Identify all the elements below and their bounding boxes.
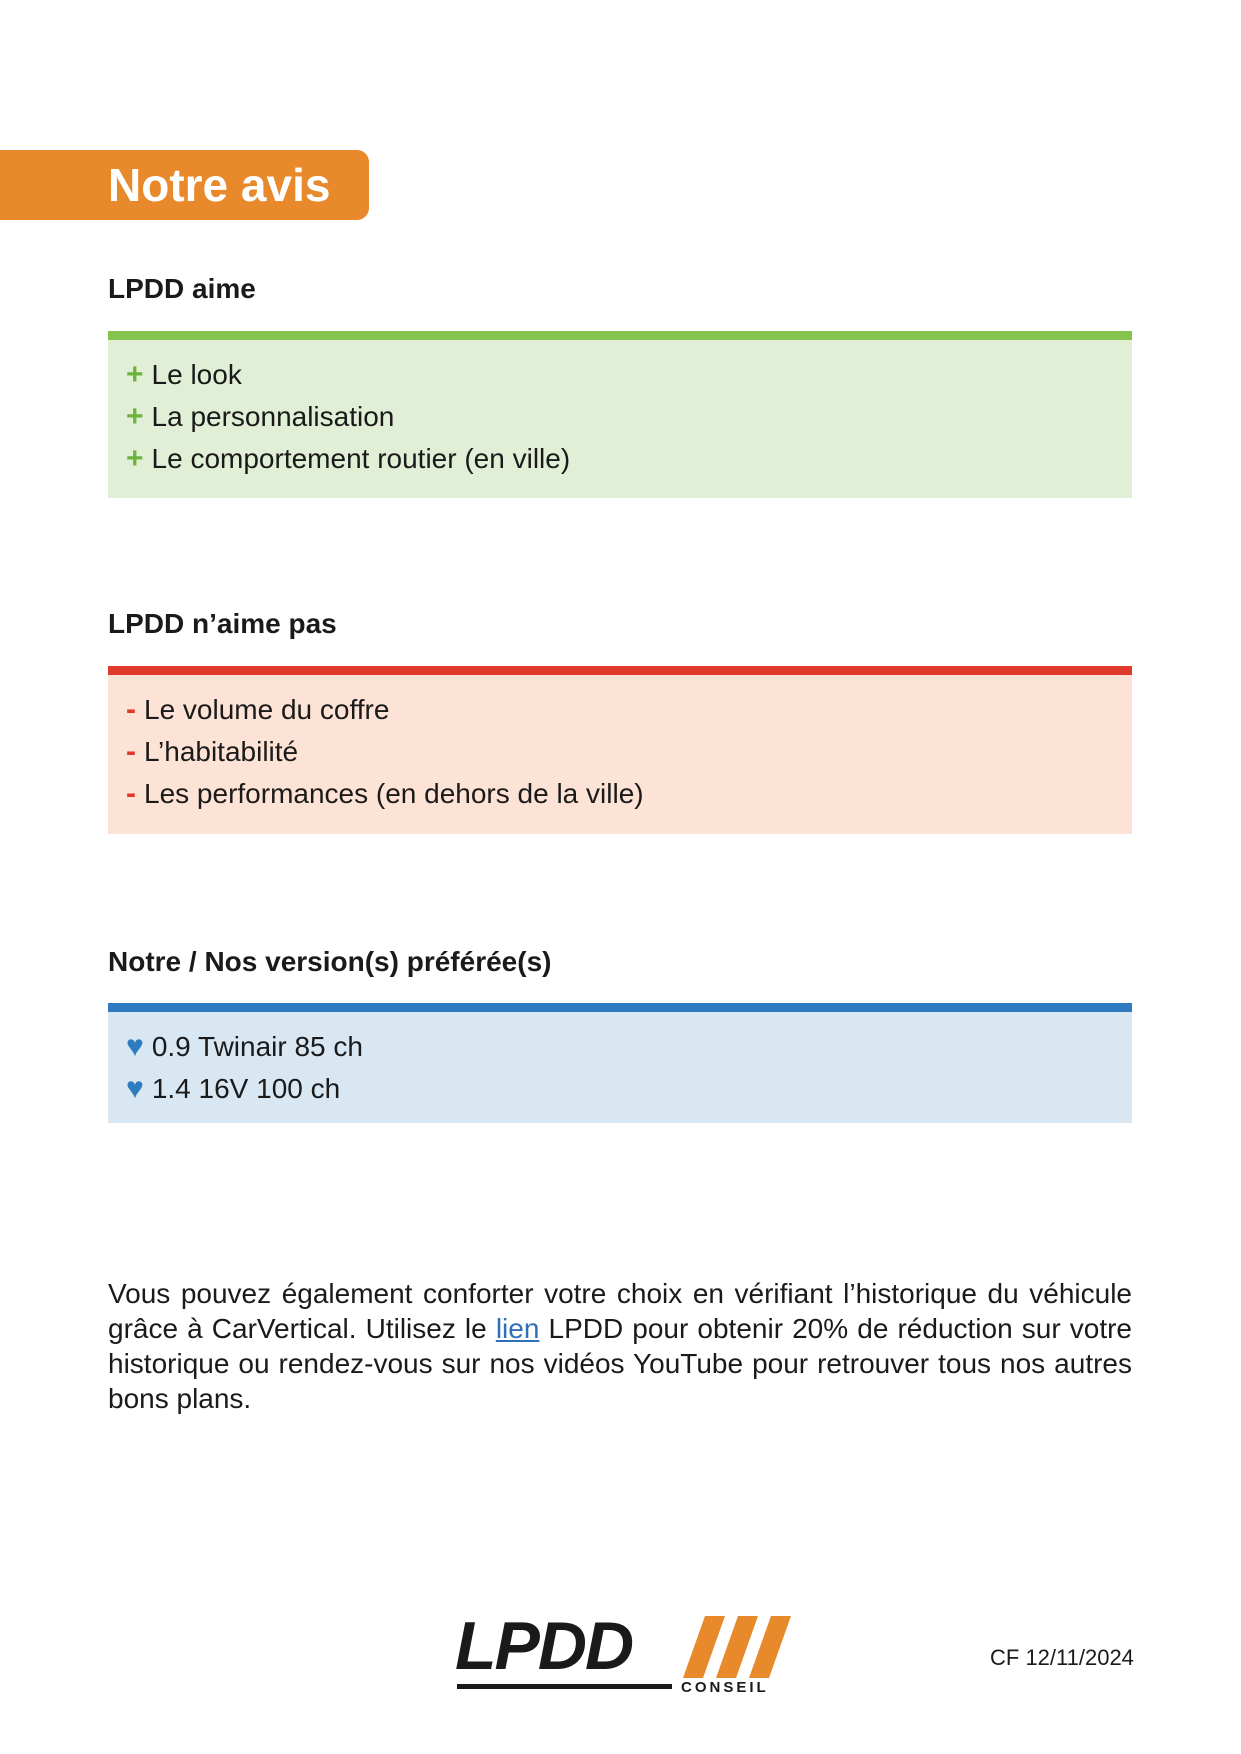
preferred-heading: Notre / Nos version(s) préférée(s) — [108, 946, 552, 977]
page-title-tab — [0, 150, 369, 220]
footer-date: CF 12/11/2024 — [990, 1645, 1134, 1670]
heart-icon: ♥ — [126, 1030, 144, 1063]
list-item — [108, 354, 1132, 396]
list-item-text: Le volume du coffre — [144, 694, 390, 725]
logo-subtitle: CONSEIL — [681, 1679, 769, 1696]
list-item-text: 0.9 Twinair 85 ch — [151, 1031, 363, 1062]
plus-icon: + — [126, 400, 144, 433]
list-item — [108, 689, 1132, 731]
list-item — [108, 731, 1132, 773]
list-item — [108, 1068, 1132, 1110]
list-item-text: 1.4 16V 100 ch — [151, 1073, 341, 1104]
heart-icon: ♥ — [126, 1072, 144, 1105]
dislikes-box — [108, 666, 1132, 834]
list-item — [108, 396, 1132, 438]
minus-icon: - — [126, 735, 136, 768]
list-item — [108, 1026, 1132, 1068]
page-title: Notre avis — [108, 159, 331, 211]
list-item-text: La personnalisation — [151, 401, 395, 432]
plus-icon: + — [126, 442, 144, 475]
paragraph-text-start: Vous pouvez également conforter votre choix en vérifiant l’historique du véhicule grâce à CarVertical. Utilisez le — [108, 1278, 1132, 1344]
list-item-text: Les performances (en dehors de la ville) — [144, 778, 644, 809]
plus-icon: + — [126, 358, 144, 391]
lpdd-logo — [455, 1608, 790, 1696]
list-item-text: Le look — [151, 359, 242, 390]
list-item-text: Le comportement routier (en ville) — [151, 443, 571, 474]
paragraph-text-end: LPDD pour obtenir 20% de réduction sur votre historique ou rendez-vous sur nos vidéos YouTube pour retrouver tous nos autres bons plans. — [108, 1313, 1132, 1414]
likes-heading: LPDD aime — [108, 273, 256, 304]
carvertical-link[interactable]: lien — [495, 1313, 540, 1344]
list-item — [108, 773, 1132, 815]
list-item-text: L’habitabilité — [144, 736, 299, 767]
list-item — [108, 438, 1132, 480]
logo-wordmark: LPDD — [455, 1608, 633, 1684]
likes-box — [108, 331, 1132, 498]
preferred-box — [108, 1003, 1132, 1123]
logo-stripes-icon — [683, 1616, 791, 1678]
info-paragraph — [108, 1276, 1132, 1416]
minus-icon: - — [126, 777, 136, 810]
logo-underline — [457, 1684, 672, 1689]
dislikes-heading: LPDD n’aime pas — [108, 608, 337, 639]
minus-icon: - — [126, 693, 136, 726]
